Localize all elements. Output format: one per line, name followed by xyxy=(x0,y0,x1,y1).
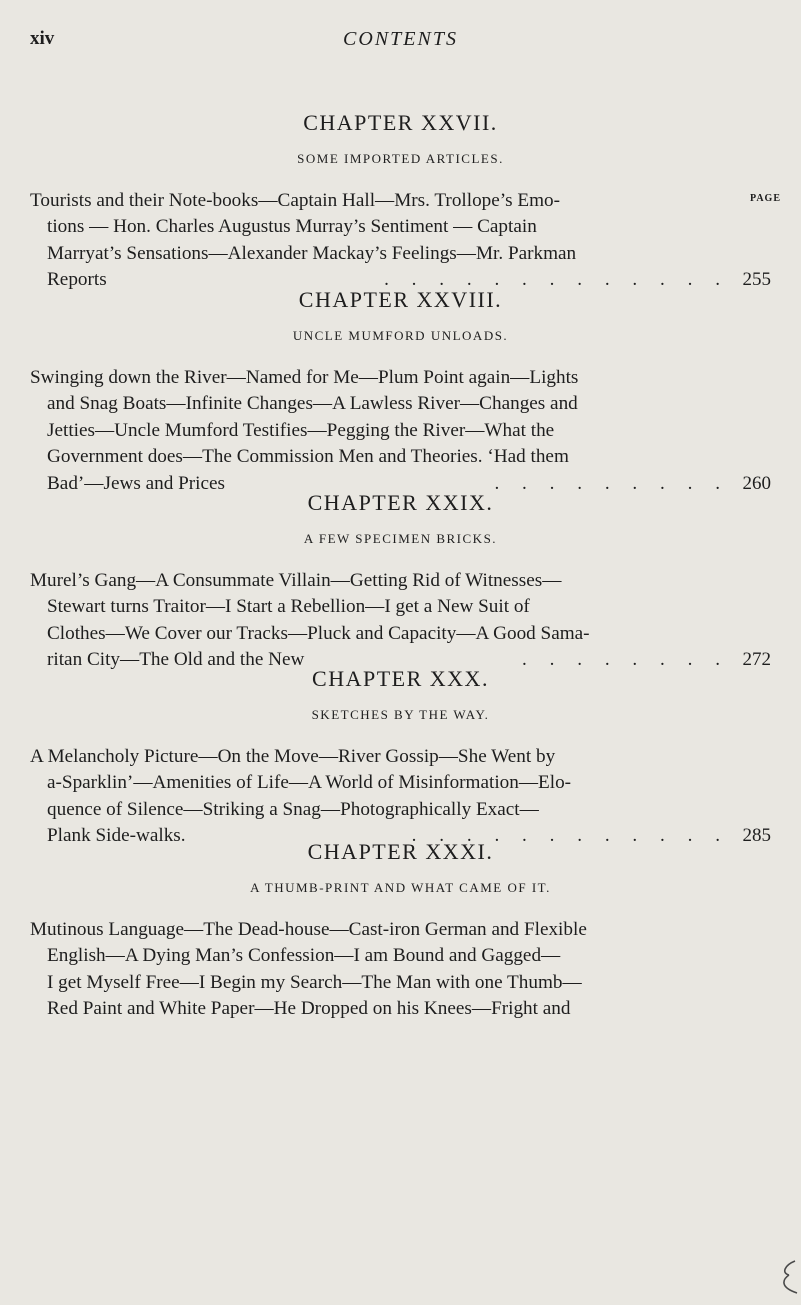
chapter-heading: CHAPTER XXVII. xyxy=(303,110,498,135)
page-number: 255 xyxy=(742,269,771,291)
chapter-heading: CHAPTER XXVIII. xyxy=(298,287,503,312)
summary-line: Marryat’s Sensations—Alexander Mackay’s Feelings—Mr. Parkman xyxy=(47,242,577,264)
chapter-entry xyxy=(0,108,801,294)
summary-line: Murel’s Gang—A Consummate Villain—Getting Rid of Witnesses— xyxy=(30,570,562,591)
chapter-heading: CHAPTER XXIX. xyxy=(307,490,494,515)
summary-line: Clothes—We Cover our Tracks—Pluck and Capacity—A Good Sama- xyxy=(47,622,590,644)
chapter-subtitle: A FEW SPECIMEN BRICKS. xyxy=(303,531,498,546)
page-number: 272 xyxy=(742,649,771,671)
page-corner-mark xyxy=(775,1259,799,1295)
chapter-subtitle: SKETCHES BY THE WAY. xyxy=(311,707,490,722)
chapter-heading: CHAPTER XXXI. xyxy=(307,839,494,864)
summary-line: and Snag Boats—Infinite Changes—A Lawless River—Changes and xyxy=(47,393,578,415)
chapter-summary xyxy=(0,188,801,294)
running-head xyxy=(30,28,771,52)
chapter-subtitle: SOME IMPORTED ARTICLES. xyxy=(297,151,504,166)
chapter-entry xyxy=(0,488,801,674)
dot-leaders: . . . . . . . . . . . . xyxy=(411,825,729,847)
chapter-subtitle: A THUMB-PRINT AND WHAT CAME OF IT. xyxy=(250,880,551,895)
summary-line: Mutinous Language—The Dead-house—Cast-iron German and Flexible xyxy=(30,919,587,940)
chapter-summary xyxy=(0,744,801,850)
chapter-entry xyxy=(0,664,801,850)
summary-line: a-Sparklin’—Amenities of Life—A World of Misinformation—Elo- xyxy=(47,772,572,794)
chapter-summary xyxy=(0,568,801,674)
page-folio: xiv xyxy=(30,28,55,49)
summary-line: Red Paint and White Paper—He Dropped on his Knees—Fright and xyxy=(47,998,571,1020)
chapter-summary xyxy=(0,917,801,1023)
chapter-entry xyxy=(0,285,801,497)
summary-line: A Melancholy Picture—On the Move—River Gossip—She Went by xyxy=(30,746,556,767)
running-title: CONTENTS xyxy=(343,28,458,50)
chapter-subtitle: UNCLE MUMFORD UNLOADS. xyxy=(292,328,509,343)
summary-line: Tourists and their Note-books—Captain Hall—Mrs. Trollope’s Emo- xyxy=(30,190,561,211)
chapter-summary xyxy=(0,365,801,497)
dot-leaders: . . . . . . . . . xyxy=(494,472,729,494)
summary-line: Swinging down the River—Named for Me—Plum Point again—Lights xyxy=(30,367,579,388)
dot-leaders: . . . . . . . . . . . . . xyxy=(384,269,729,291)
chapter-heading: CHAPTER XXX. xyxy=(312,666,489,691)
summary-line: Stewart turns Traitor—I Start a Rebellion—I get a New Suit of xyxy=(47,596,530,618)
dot-leaders: . . . . . . . . xyxy=(522,649,729,671)
summary-line: Reports xyxy=(47,269,107,291)
summary-line: ritan City—The Old and the New xyxy=(47,649,305,671)
summary-line: Bad’—Jews and Prices xyxy=(47,472,225,494)
page-number: 285 xyxy=(742,825,771,847)
summary-line: quence of Silence—Striking a Snag—Photographically Exact— xyxy=(47,798,539,820)
summary-line: I get Myself Free—I Begin my Search—The Man with one Thumb— xyxy=(47,971,582,993)
page-number: 260 xyxy=(742,472,771,494)
summary-line: tions — Hon. Charles Augustus Murray’s Sentiment — Captain xyxy=(47,216,537,238)
page-column-label: PAGE xyxy=(749,193,781,204)
summary-line: Jetties—Uncle Mumford Testifies—Pegging the River—What the xyxy=(47,419,555,441)
summary-line: English—A Dying Man’s Confession—I am Bound and Gagged— xyxy=(47,945,561,967)
chapter-entry xyxy=(0,837,801,1023)
summary-line: Government does—The Commission Men and Theories. ‘Had them xyxy=(47,446,569,468)
summary-line: Plank Side-walks. xyxy=(47,825,186,847)
